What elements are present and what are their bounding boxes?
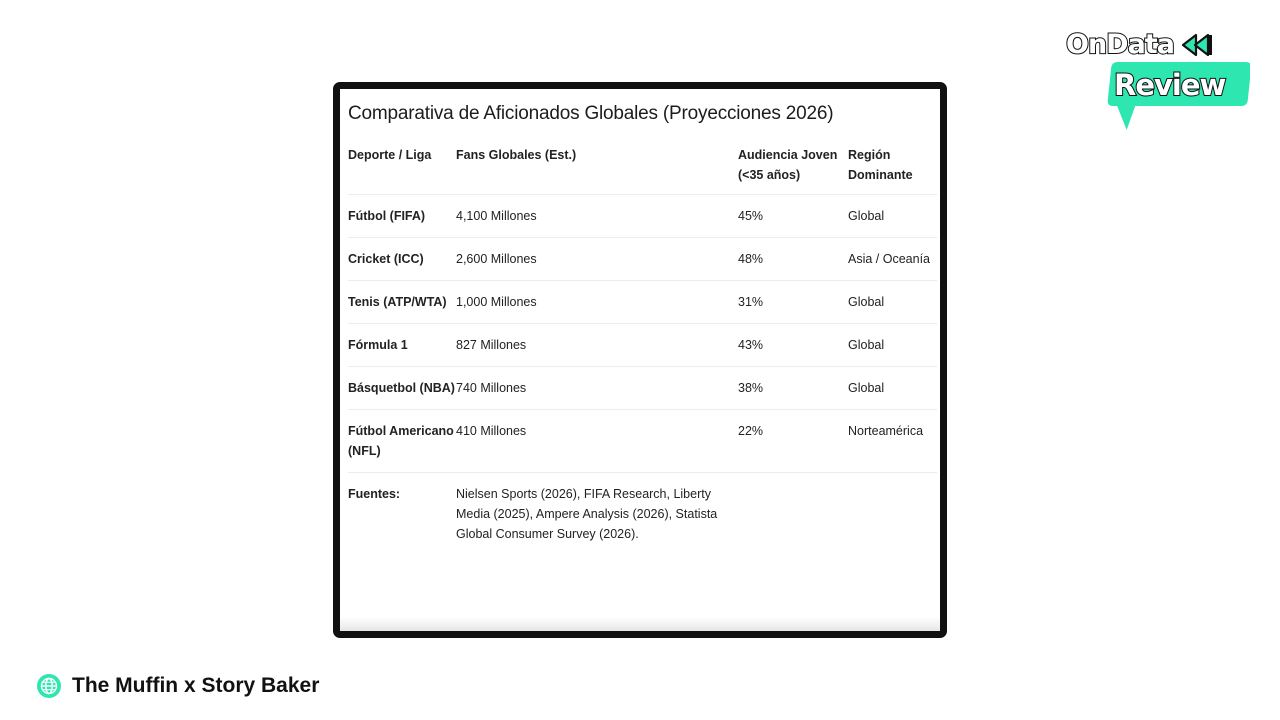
footer-credit xyxy=(37,674,319,698)
cell-young-audience: 38% xyxy=(738,367,848,410)
table-row xyxy=(348,324,937,367)
cell-fans: 2,600 Millones xyxy=(456,238,738,281)
fans-comparison-card xyxy=(333,82,947,638)
cell-region: Global xyxy=(848,324,937,367)
sources-label: Fuentes: xyxy=(348,473,456,556)
sources-row xyxy=(348,473,937,556)
cell-sport: Fórmula 1 xyxy=(348,324,456,367)
cell-young-audience: 45% xyxy=(738,195,848,238)
footer-text: The Muffin x Story Baker xyxy=(72,674,320,697)
cell-fans: 410 Millones xyxy=(456,410,738,473)
cell-young-audience: 43% xyxy=(738,324,848,367)
sources-empty-cell xyxy=(848,473,937,556)
logo-top-line xyxy=(1066,30,1214,60)
card-bottom-fade xyxy=(340,617,940,631)
table-row xyxy=(348,238,937,281)
cell-region: Global xyxy=(848,367,937,410)
cell-region: Global xyxy=(848,281,937,324)
cell-region: Asia / Oceanía xyxy=(848,238,937,281)
logo-review-text: Review xyxy=(1114,68,1226,102)
cell-fans: 1,000 Millones xyxy=(456,281,738,324)
header-fans: Fans Globales (Est.) xyxy=(456,148,577,162)
cell-fans: 740 Millones xyxy=(456,367,738,410)
fans-table xyxy=(348,145,937,555)
cell-young-audience: 48% xyxy=(738,238,848,281)
cell-region: Norteamérica xyxy=(848,410,937,473)
table-row xyxy=(348,410,937,473)
table-row xyxy=(348,195,937,238)
sources-text: Nielsen Sports (2026), FIFA Research, Liberty Media (2025), Ampere Analysis (2026), Statista Global Consumer Survey (2026). xyxy=(456,473,738,556)
cell-young-audience: 31% xyxy=(738,281,848,324)
cell-region: Global xyxy=(848,195,937,238)
cell-sport: Fútbol Americano (NFL) xyxy=(348,410,456,473)
table-header-row xyxy=(348,145,937,195)
cell-fans: 827 Millones xyxy=(456,324,738,367)
ondata-review-logo xyxy=(1062,28,1257,138)
rewind-icon xyxy=(1180,32,1214,58)
globe-icon xyxy=(37,674,61,698)
cell-fans: 4,100 Millones xyxy=(456,195,738,238)
cell-young-audience: 22% xyxy=(738,410,848,473)
logo-ondata-text: OnData xyxy=(1066,29,1174,60)
header-young-audience: Audiencia Joven (<35 años) xyxy=(738,148,838,182)
cell-sport: Básquetbol (NBA) xyxy=(348,367,456,410)
header-sport: Deporte / Liga xyxy=(348,148,432,162)
table-row xyxy=(348,367,937,410)
cell-sport: Tenis (ATP/WTA) xyxy=(348,281,456,324)
table-row xyxy=(348,281,937,324)
table-title: Comparativa de Aficionados Globales (Proyecciones 2026) xyxy=(348,103,834,124)
sources-empty-cell xyxy=(738,473,848,556)
cell-sport: Fútbol (FIFA) xyxy=(348,195,456,238)
header-region: Región Dominante xyxy=(848,148,913,182)
cell-sport: Cricket (ICC) xyxy=(348,238,456,281)
